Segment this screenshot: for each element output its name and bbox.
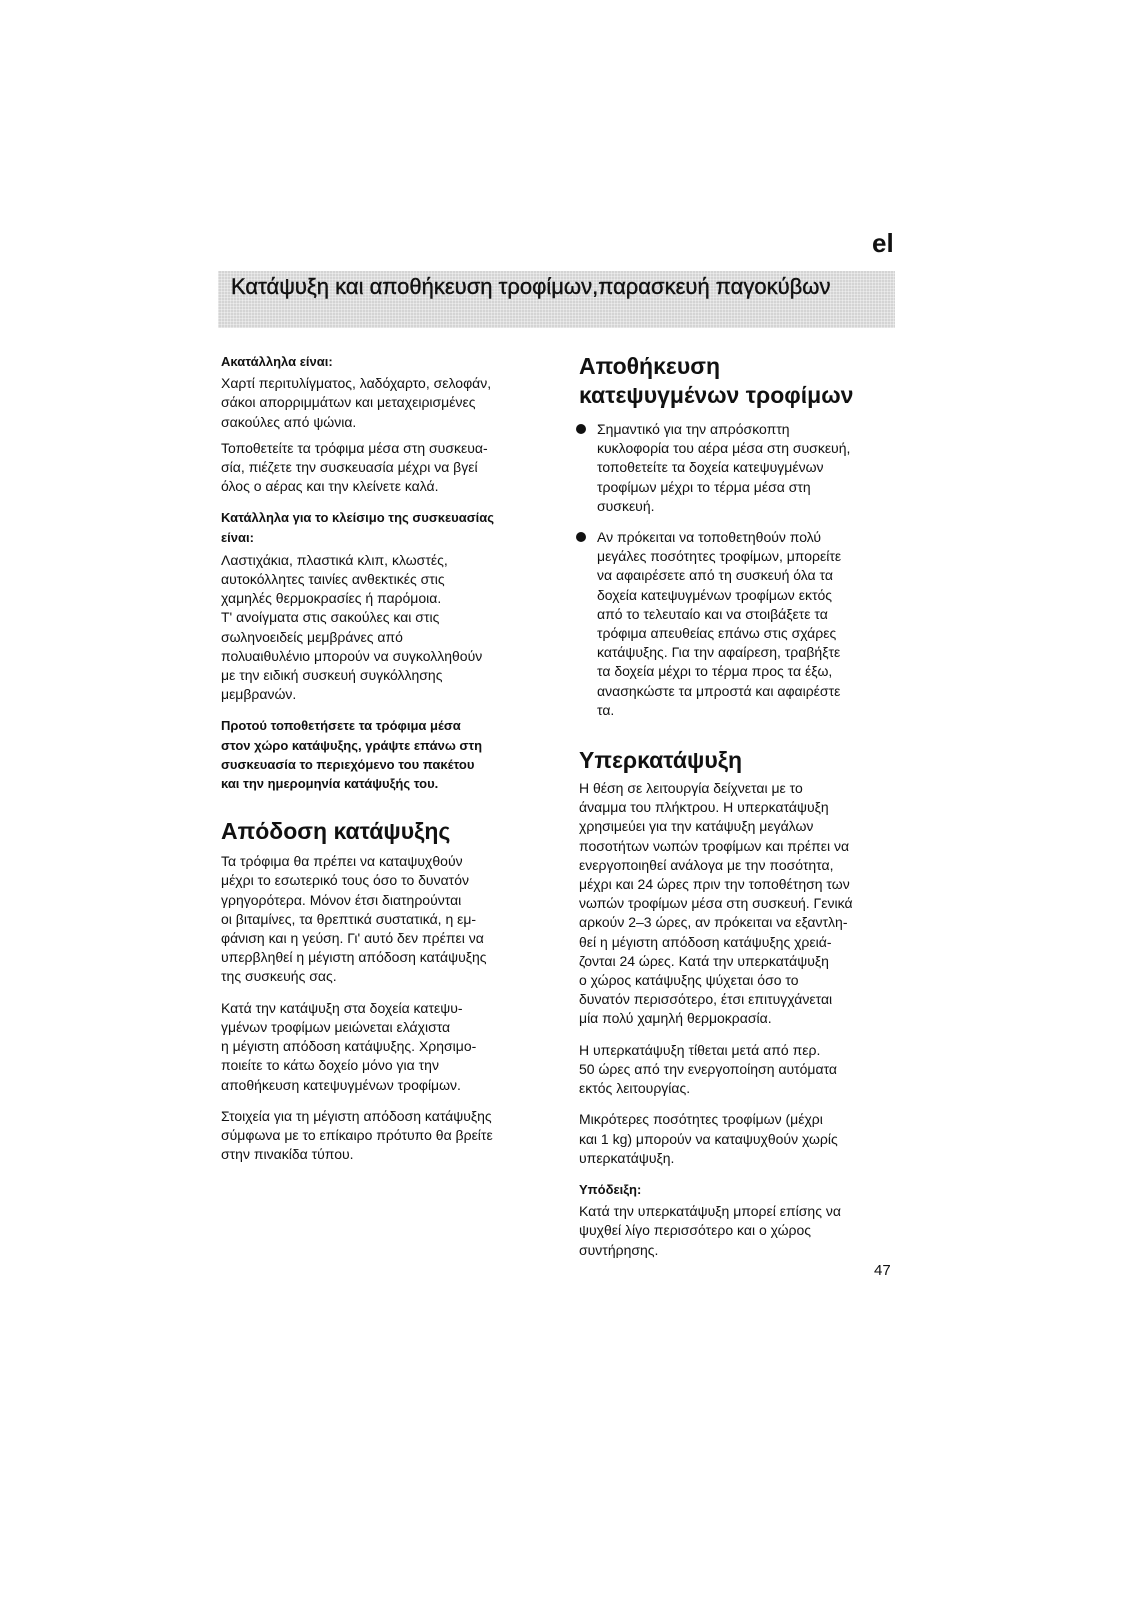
- paragraph: [579, 779, 919, 1029]
- text-line: σύμφωνα με το επίκαιρο πρότυπο θα βρείτε: [221, 1126, 493, 1143]
- text-line: Αν πρόκειται να τοποθετηθούν πολύ: [597, 529, 822, 546]
- text-line: η μέγιστη απόδοση κατάψυξης. Χρησιμο-: [221, 1038, 477, 1055]
- text-line: από το τελευταίο και να στοιβάξετε τα: [597, 605, 828, 622]
- bullet-icon: [576, 532, 586, 542]
- text-line: υπερκατάψυξη.: [579, 1149, 675, 1166]
- text-line: δυνατόν περισσότερο, έτσι επιτυγχάνεται: [579, 991, 833, 1008]
- text-line: μεγάλες ποσότητες τροφίμων, μπορείτε: [597, 548, 842, 565]
- heading-freezing-capacity: Απόδοση κατάψυξης: [221, 818, 451, 845]
- text-line: θεί η μέγιστη απόδοση κατάψυξης χρειά-: [579, 933, 832, 950]
- text-line: παρασκευή παγοκύβων: [598, 274, 831, 299]
- text-line: Κατάψυξη και αποθήκευση τροφίμων,: [231, 274, 599, 299]
- text-line: πολυαιθυλένιο μπορούν να συγκολληθούν: [221, 647, 483, 664]
- paragraph: [221, 374, 561, 432]
- paragraph: [579, 1202, 919, 1260]
- text-line: μεμβρανών.: [221, 686, 297, 703]
- text-line: Η υπερκατάψυξη τίθεται μετά από περ.: [579, 1041, 821, 1058]
- text-line: Τοποθετείτε τα τρόφιμα μέσα στη συσκευα-: [221, 439, 488, 456]
- heading-frozen-storage: [579, 352, 919, 410]
- text-line: σωληνοειδείς μεμβράνες από: [221, 628, 403, 645]
- paragraph: [579, 1110, 919, 1168]
- text-line: Αποθήκευση: [579, 353, 721, 379]
- text-line: μέχρι το εσωτερικό τους όσο το δυνατόν: [221, 872, 469, 889]
- paragraph: [579, 1041, 919, 1099]
- text-line: όλος ο αέρας και την κλείνετε καλά.: [221, 478, 439, 495]
- text-line: χρησιμεύει για την κατάψυξη μεγάλων: [579, 818, 814, 835]
- text-line: συντήρησης.: [579, 1241, 659, 1258]
- text-line: δοχεία κατεψυγμένων τροφίμων εκτός: [597, 586, 833, 603]
- text-line: στον χώρο κατάψυξης, γράψτε επάνω στη: [221, 737, 483, 753]
- text-line: άναμμα του πλήκτρου. Η υπερκατάψυξη: [579, 799, 829, 816]
- paragraph: [221, 999, 561, 1095]
- right-column: [579, 352, 919, 1267]
- text-line: Κατάλληλα για το κλείσιμο της συσκευασίας: [221, 510, 494, 526]
- left-column: [221, 352, 561, 1171]
- text-line: σακούλες από ψώνια.: [221, 413, 357, 430]
- text-line: της συσκευής σας.: [221, 968, 337, 985]
- paragraph: [221, 551, 561, 705]
- text-line: ζονται 24 ώρες. Κατά την υπερκατάψυξη: [579, 952, 829, 969]
- text-line: μέχρι και 24 ώρες πριν την τοποθέτηση των: [579, 876, 850, 893]
- heading-super-freeze: Υπερκατάψυξη: [579, 747, 743, 774]
- text-line: συσκευή.: [597, 497, 655, 514]
- text-line: 50 ώρες από την ενεργοποίηση αυτόματα: [579, 1060, 838, 1077]
- text-line: Σημαντικό για την απρόσκοπτη: [597, 421, 790, 437]
- text-line: χαμηλές θερμοκρασίες ή παρόμοια.: [221, 590, 442, 607]
- text-line: Προτού τοποθετήσετε τα τρόφιμα μέσα: [221, 718, 461, 734]
- text-line: ενεργοποιηθεί ανάλογα με την ποσότητα,: [579, 856, 834, 873]
- text-line: υπερβληθεί η μέγιστη απόδοση κατάψυξης: [221, 949, 487, 966]
- text-line: στην πινακίδα τύπου.: [221, 1146, 354, 1163]
- text-line: με την ειδική συσκευή συγκόλλησης: [221, 667, 443, 684]
- bullet-item: [579, 420, 919, 516]
- text-line: ψυχθεί λίγο περισσότερο και ο χώρος: [579, 1222, 812, 1239]
- banner-title: [218, 271, 895, 299]
- text-line: Λαστιχάκια, πλαστικά κλιπ, κλωστές,: [221, 551, 448, 568]
- text-line: ο χώρος κατάψυξης ψύχεται όσο το: [579, 972, 799, 989]
- unsuitable-label: Ακατάλληλα είναι:: [221, 354, 333, 369]
- text-line: Η θέση σε λειτουργία δείχνεται με το: [579, 780, 803, 797]
- text-line: Τ' ανοίγματα στις σακούλες και στις: [221, 609, 440, 626]
- bullet-item: [579, 528, 919, 720]
- text-line: Χαρτί περιτυλίγματος, λαδόχαρτο, σελοφάν,: [221, 375, 492, 392]
- text-line: Μικρότερες ποσότητες τροφίμων (μέχρι: [579, 1111, 823, 1128]
- text-line: Στοιχεία για τη μέγιστη απόδοση κατάψυξης: [221, 1107, 492, 1124]
- text-line: σάκοι απορριμμάτων και μεταχειρισμένες: [221, 394, 476, 411]
- text-line: ποιείτε το κάτω δοχείο μόνο για την: [221, 1057, 439, 1074]
- text-line: αυτοκόλλητες ταινίες ανθεκτικές στις: [221, 571, 445, 588]
- text-line: τροφίμων μέχρι το τέρμα μέσα στη: [597, 478, 811, 495]
- text-line: Κατά την κατάψυξη στα δοχεία κατεψυ-: [221, 999, 463, 1016]
- text-line: οι βιταμίνες, τα θρεπτικά συστατικά, η εμ-: [221, 910, 477, 927]
- bullet-text: [597, 528, 919, 720]
- bullet-icon: [576, 424, 586, 434]
- text-line: κατάψυξης. Για την αφαίρεση, τραβήξτε: [597, 644, 841, 661]
- text-line: αρκούν 2–3 ώρες, αν πρόκειται να εξαντλη-: [579, 914, 848, 931]
- text-line: τρόφιμα απευθείας επάνω στις σχάρες: [597, 625, 837, 642]
- text-line: Κατά την υπερκατάψυξη μπορεί επίσης να: [579, 1203, 841, 1220]
- section-banner: [218, 271, 895, 328]
- text-line: Τα τρόφιμα θα πρέπει να καταψυχθούν: [221, 853, 463, 870]
- bullet-text: [597, 420, 919, 516]
- language-tag: el: [872, 228, 894, 258]
- text-line: φάνιση και η γεύση. Γι' αυτό δεν πρέπει να: [221, 930, 484, 947]
- text-line: να αφαιρέσετε από τη συσκευή όλα τα: [597, 567, 833, 584]
- text-line: σία, πιέζετε την συσκευασία μέχρι να βγεί: [221, 459, 478, 476]
- hint-label: Υπόδειξη:: [579, 1181, 642, 1197]
- text-line: τα δοχεία μέχρι το τέρμα προς τα έξω,: [597, 663, 833, 680]
- text-line: τα.: [597, 701, 615, 718]
- text-line: ποσοτήτων νωπών τροφίμων και πρέπει να: [579, 837, 850, 854]
- paragraph: [221, 852, 561, 986]
- page-number: 47: [874, 1262, 891, 1279]
- text-line: κατεψυγμένων τροφίμων: [579, 382, 854, 408]
- text-line: ανασηκώστε τα μπροστά και αφαιρέστε: [597, 682, 841, 699]
- text-line: τοποθετείτε τα δοχεία κατεψυγμένων: [597, 459, 824, 476]
- text-line: μία πολύ χαμηλή θερμοκρασία.: [579, 1010, 772, 1027]
- text-line: νωπών τροφίμων μέσα στη συσκευή. Γενικά: [579, 895, 853, 912]
- suitable-label: [221, 508, 561, 546]
- bold-note: [221, 716, 561, 793]
- text-line: κυκλοφορία του αέρα μέσα στη συσκευή,: [597, 440, 851, 457]
- text-line: αποθήκευση κατεψυγμένων τροφίμων.: [221, 1076, 461, 1093]
- text-line: γμένων τροφίμων μειώνεται ελάχιστα: [221, 1018, 451, 1035]
- paragraph: [221, 439, 561, 497]
- text-line: εκτός λειτουργίας.: [579, 1080, 691, 1097]
- text-line: συσκευασία το περιεχόμενο του πακέτου: [221, 756, 475, 772]
- text-line: και 1 kg) μπορούν να καταψυχθούν χωρίς: [579, 1130, 838, 1147]
- text-line: είναι:: [221, 529, 254, 545]
- text-line: και την ημερομηνία κατάψυξής του.: [221, 776, 439, 792]
- paragraph: [221, 1107, 561, 1165]
- text-line: γρηγορότερα. Μόνον έτσι διατηρούνται: [221, 891, 462, 908]
